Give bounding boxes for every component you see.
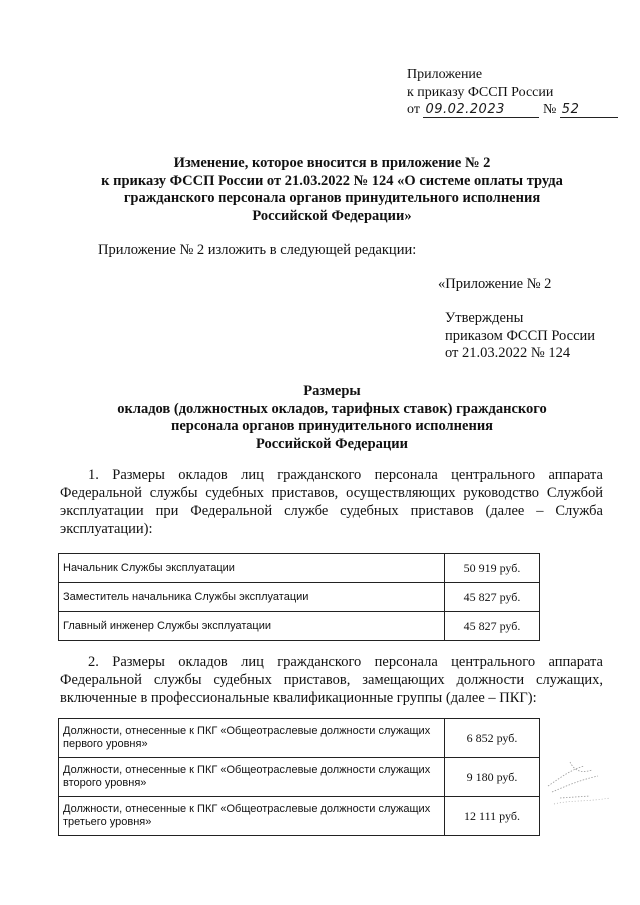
table-row [59,554,540,583]
title-line-2: к приказу ФССП России от 21.03.2022 № 124 «О системе оплаты труда [101,172,563,189]
salary-cell: 9 180 руб. [445,758,540,797]
from-label: от [407,102,420,117]
position-cell: Должности, отнесенные к ПКГ «Общеотраслевые должности служащих первого уровня» [59,719,445,758]
salary-heading [60,383,604,453]
appendix-date-number-line [407,101,618,119]
salary-cell: 50 919 руб. [445,554,540,583]
salary-table-2 [58,718,540,836]
initials-scribble-icon [540,740,620,820]
table-row [59,719,540,758]
table-row [59,758,540,797]
table-row [59,583,540,612]
heading-line-1: Размеры [303,383,361,399]
appendix-2-label: «Приложение № 2 [438,276,552,292]
approved-line-1: Утверждены [445,310,524,326]
appendix-block [407,66,618,119]
salary-table-1 [58,553,540,641]
position-cell: Начальник Службы эксплуатации [59,554,445,583]
position-cell: Главный инженер Службы эксплуатации [59,612,445,641]
handwritten-number: 52 [560,103,618,118]
title-line-3: гражданского персонала органов принудительного исполнения [123,190,541,206]
table-row [59,797,540,836]
appendix-line-1: Приложение [407,67,483,82]
table-row [59,612,540,641]
title-line-1: Изменение, которое вносится в приложение № 2 [173,155,491,171]
salary-cell: 45 827 руб. [445,583,540,612]
heading-line-2: окладов (должностных окладов, тарифных ставок) гражданского [117,400,547,417]
approved-block [445,310,595,363]
position-cell: Должности, отнесенные к ПКГ «Общеотраслевые должности служащих третьего уровня» [59,797,445,836]
paragraph-1: 1. Размеры окладов лиц гражданского персонала центрального аппарата Федеральной службы судебных приставов, осуществляющих руководство Службой эксплуатации при Федеральной службе судебных приставов (далее – Служба эксплуатации): [60,467,603,537]
heading-line-4: Российской Федерации [255,435,408,452]
approved-line-2: приказом ФССП России [445,327,596,344]
paragraph-2: 2. Размеры окладов лиц гражданского персонала центрального аппарата Федеральной службы судебных приставов, замещающих должности служащих, включенные в профессиональные квалификационные группы (далее – ПКГ): [60,654,603,706]
document-title [60,155,604,225]
salary-cell: 45 827 руб. [445,612,540,641]
position-cell: Заместитель начальника Службы эксплуатации [59,583,445,612]
salary-cell: 6 852 руб. [445,719,540,758]
title-line-4: Российской Федерации» [252,207,412,224]
appendix-line-2: к приказу ФССП России [407,84,554,100]
intro-text: Приложение № 2 изложить в следующей редакции: [98,242,417,258]
salary-cell: 12 111 руб. [445,797,540,836]
handwritten-date: 09.02.2023 [423,103,539,118]
approved-line-3: от 21.03.2022 № 124 [445,345,571,361]
heading-line-3: персонала органов принудительного исполнения [170,418,494,434]
number-label: № [542,102,557,117]
position-cell: Должности, отнесенные к ПКГ «Общеотраслевые должности служащих второго уровня» [59,758,445,797]
